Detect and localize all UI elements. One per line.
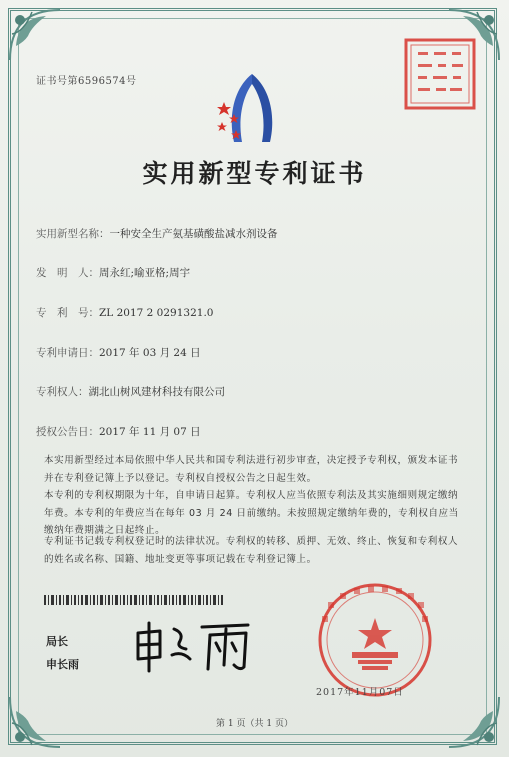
patent-number-row (36, 305, 213, 320)
patent-number-value: ZL 2017 2 0291321.0 (99, 307, 214, 319)
certificate-number: 证书号第6596574号 (36, 76, 137, 87)
utility-model-name-value: 一种安全生产氨基磺酸盐减水剂设备 (109, 228, 278, 240)
handwritten-signature (130, 615, 260, 675)
inventor-row (36, 265, 190, 280)
body-paragraph-2: 本专利的专利权期限为十年，自申请日起算。专利权人应当依照专利法及其实施细则规定缴纳年费。本专利的年费应当在每年 03 月 24 日前缴纳。未按照规定缴纳年费的，专利权自应当缴纳年费期满之日起终止。 (44, 490, 459, 536)
director-title: 局长 (46, 635, 68, 648)
director-name: 申长雨 (46, 658, 79, 671)
patent-number-label: 专 利 号： (36, 307, 99, 319)
inventor-label: 发 明 人： (36, 267, 99, 279)
barcode (44, 590, 224, 600)
patentee-value: 湖北山树风建材科技有限公司 (88, 386, 225, 398)
body-paragraph-1: 本实用新型经过本局依照中华人民共和国专利法进行初步审查，决定授予专利权，颁发本证书并在专利登记簿上予以登记。专利权自授权公告之日起生效。 (44, 455, 459, 484)
patent-office-logo (212, 68, 292, 148)
certificate-title: 实用新型专利证书 (142, 159, 367, 188)
utility-model-name-row (36, 226, 278, 241)
grant-date-value: 2017 年 11 月 07 日 (99, 426, 201, 438)
official-seal-top-right (400, 34, 480, 114)
corner-ornament-top-left (6, 6, 64, 64)
application-date-value: 2017 年 03 月 24 日 (99, 347, 201, 359)
page-number: 第 1 页（共 1 页） (216, 719, 293, 729)
utility-model-name-label: 实用新型名称： (36, 228, 110, 240)
issue-date: 2017年11月07日 (316, 687, 404, 698)
body-paragraph-3: 专利证书记载专利权登记时的法律状况。专利权的转移、质押、无效、终止、恢复和专利权人的姓名或名称、国籍、地址变更等事项记载在专利登记簿上。 (44, 536, 459, 565)
inventor-value: 周永红;喻亚格;周宇 (99, 267, 191, 279)
application-date-label: 专利申请日： (36, 347, 99, 359)
grant-date-label: 授权公告日： (36, 426, 99, 438)
patentee-row (36, 384, 225, 399)
application-date-row (36, 345, 201, 360)
grant-date-row (36, 424, 201, 439)
patentee-label: 专利权人： (36, 386, 89, 398)
official-seal-bottom-right (300, 580, 450, 700)
